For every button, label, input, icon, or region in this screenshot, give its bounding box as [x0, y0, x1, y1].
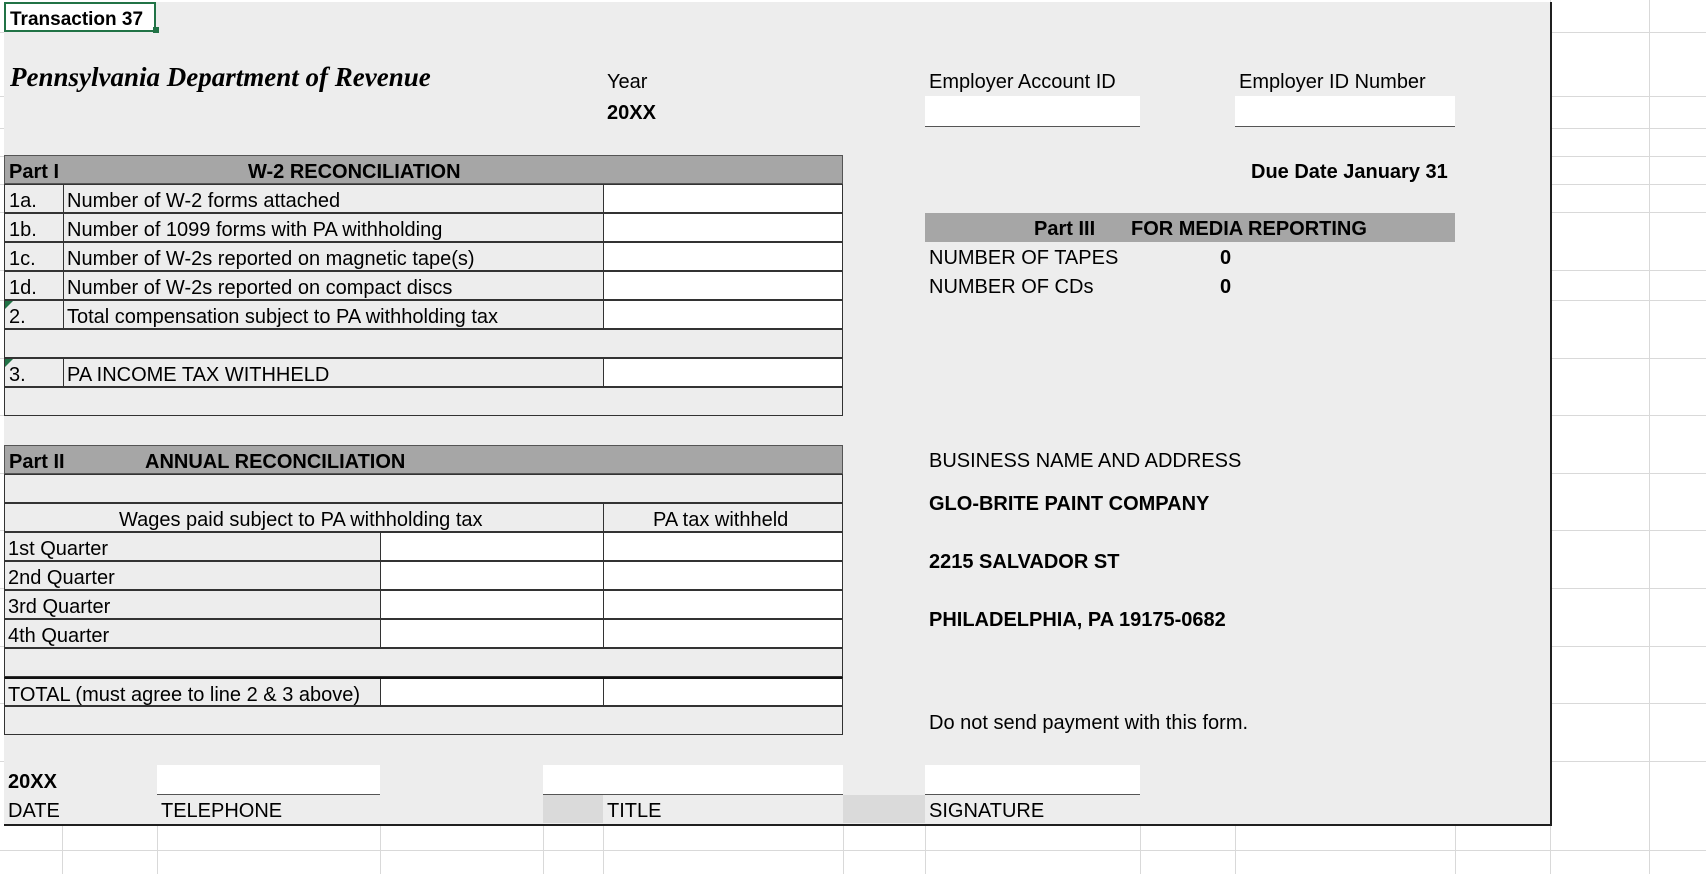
quarter-wages-field[interactable] — [380, 591, 603, 618]
part1-header — [4, 155, 843, 184]
part1-blank-row — [4, 329, 843, 358]
tapes-label: NUMBER OF TAPES — [929, 247, 1119, 269]
column-divider — [63, 301, 64, 328]
column-divider — [603, 504, 604, 531]
quarter-tax-field[interactable] — [603, 591, 842, 618]
quarter-row — [4, 561, 843, 590]
column-divider — [63, 185, 64, 212]
due-date: Due Date January 31 — [1251, 161, 1448, 183]
column-divider — [63, 272, 64, 299]
row-value-field[interactable] — [603, 243, 842, 270]
part1-row-3 — [4, 358, 843, 387]
date-label: DATE — [8, 800, 60, 822]
part2-blank-row — [4, 474, 843, 503]
quarter-tax-field[interactable] — [603, 562, 842, 589]
part2-blank-row — [4, 648, 843, 677]
row-value-field[interactable] — [603, 214, 842, 241]
total-wages-field[interactable] — [380, 679, 603, 705]
quarter-row — [4, 532, 843, 561]
department-title: Pennsylvania Department of Revenue — [10, 62, 431, 92]
column-divider — [63, 214, 64, 241]
row-label: Number of W-2s reported on compact discs — [67, 277, 453, 299]
part2-title: ANNUAL RECONCILIATION — [145, 451, 406, 473]
part3-label: Part III — [1034, 218, 1096, 240]
part1-row-1a — [4, 184, 843, 213]
row-number: 3. — [9, 364, 26, 386]
row-value-field[interactable] — [603, 301, 842, 328]
gridline — [1235, 826, 1236, 874]
column-divider — [63, 243, 64, 270]
quarter-label: 4th Quarter — [8, 625, 110, 647]
employer-id-number-field[interactable] — [1235, 96, 1455, 127]
title-spacer — [543, 795, 603, 823]
fill-handle[interactable] — [153, 27, 159, 33]
total-tax-field[interactable] — [603, 679, 842, 705]
quarter-wages-field[interactable] — [380, 562, 603, 589]
wages-column-header: Wages paid subject to PA withholding tax — [119, 509, 483, 531]
telephone-field[interactable] — [157, 765, 380, 795]
date-value[interactable]: 20XX — [8, 771, 57, 793]
business-street[interactable]: 2215 SALVADOR ST — [929, 551, 1120, 573]
gridline — [62, 826, 63, 874]
tapes-value[interactable]: 0 — [1220, 247, 1232, 269]
quarter-wages-field[interactable] — [380, 620, 603, 647]
title-field[interactable] — [543, 765, 843, 795]
part2-header — [4, 445, 843, 474]
total-row — [4, 677, 843, 706]
business-name[interactable]: GLO-BRITE PAINT COMPANY — [929, 493, 1210, 515]
gridline — [543, 826, 544, 874]
quarter-label: 3rd Quarter — [8, 596, 111, 618]
telephone-label: TELEPHONE — [161, 800, 283, 822]
part1-row-2 — [4, 300, 843, 329]
gridline — [603, 826, 604, 874]
selected-cell[interactable]: Transaction 37 — [4, 2, 156, 32]
part3-header — [925, 213, 1455, 242]
gridline — [925, 826, 926, 874]
quarter-row — [4, 619, 843, 648]
quarter-tax-field[interactable] — [603, 620, 842, 647]
business-city[interactable]: PHILADELPHIA, PA 19175-0682 — [929, 609, 1226, 631]
gridline — [1649, 0, 1650, 874]
payment-note: Do not send payment with this form. — [929, 712, 1249, 734]
total-label: TOTAL (must agree to line 2 & 3 above) — [8, 684, 361, 706]
quarter-tax-field[interactable] — [603, 533, 842, 560]
signature-field[interactable] — [925, 765, 1140, 795]
employer-id-number-label: Employer ID Number — [1239, 71, 1426, 93]
quarter-label: 1st Quarter — [8, 538, 109, 560]
row-number: 1a. — [9, 190, 37, 212]
part1-row-1c — [4, 242, 843, 271]
quarter-label: 2nd Quarter — [8, 567, 115, 589]
employer-account-id-field[interactable] — [925, 96, 1140, 127]
part1-row-1d — [4, 271, 843, 300]
part1-title: W-2 RECONCILIATION — [248, 161, 461, 183]
gridline — [380, 826, 381, 874]
part1-row-1b — [4, 213, 843, 242]
gridline — [1455, 826, 1456, 874]
cds-value[interactable]: 0 — [1220, 276, 1232, 298]
signature-label: SIGNATURE — [929, 800, 1045, 822]
part1-label: Part I — [9, 161, 60, 183]
part2-label: Part II — [9, 451, 65, 473]
business-label: BUSINESS NAME AND ADDRESS — [929, 450, 1242, 472]
row-label: Number of W-2 forms attached — [67, 190, 341, 212]
gridline — [843, 826, 844, 874]
row-value-field[interactable] — [603, 359, 842, 386]
part2-column-headers — [4, 503, 843, 532]
row-label: Number of W-2s reported on magnetic tape(s) — [67, 248, 475, 270]
employer-account-id-label: Employer Account ID — [929, 71, 1116, 93]
gridline — [157, 826, 158, 874]
tax-column-header: PA tax withheld — [653, 509, 789, 531]
row-number: 1d. — [9, 277, 37, 299]
year-label: Year — [607, 71, 648, 93]
row-number: 1c. — [9, 248, 36, 270]
column-divider — [63, 359, 64, 386]
gridline — [1140, 826, 1141, 874]
part1-blank-row — [4, 387, 843, 416]
year-value[interactable]: 20XX — [607, 102, 656, 124]
row-label: Total compensation subject to PA withholding tax — [67, 306, 498, 328]
row-value-field[interactable] — [603, 272, 842, 299]
row-label: Number of 1099 forms with PA withholding — [67, 219, 443, 241]
part3-title: FOR MEDIA REPORTING — [1131, 218, 1367, 240]
quarter-wages-field[interactable] — [380, 533, 603, 560]
signature-spacer — [843, 795, 925, 823]
part2-blank-row — [4, 706, 843, 735]
row-label: PA INCOME TAX WITHHELD — [67, 364, 330, 386]
row-number: 1b. — [9, 219, 37, 241]
title-label: TITLE — [607, 800, 662, 822]
quarter-row — [4, 590, 843, 619]
row-value-field[interactable] — [603, 185, 842, 212]
row-number: 2. — [9, 306, 26, 328]
gridline — [0, 850, 1706, 851]
cds-label: NUMBER OF CDs — [929, 276, 1094, 298]
